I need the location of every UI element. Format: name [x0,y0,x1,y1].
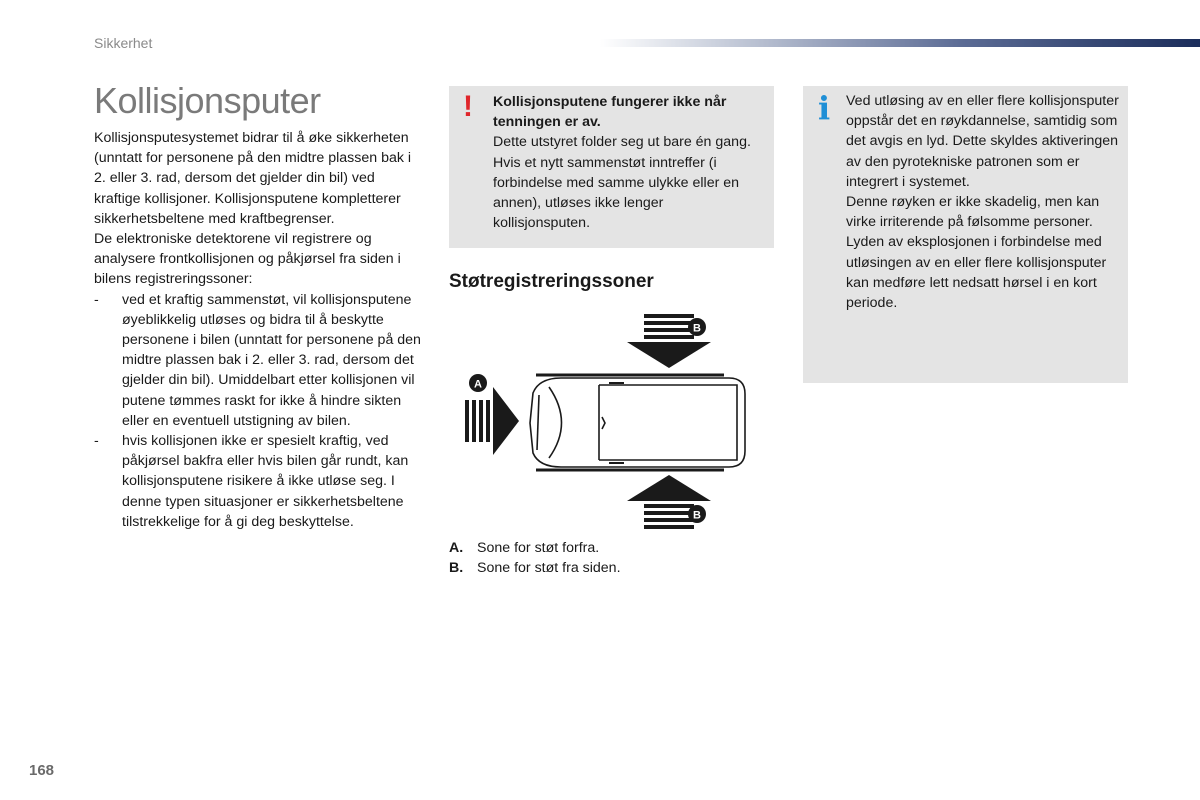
legend-text: Sone for støt forfra. [477,540,600,556]
legend-key: A. [449,540,464,556]
intro-paragraph-2: De elektroniske detektorene vil registrere og analysere frontkollisjonen og påkjørsel fra siden i bilens registreringssoner: [94,231,401,288]
page-title: Kollisjonsputer [94,80,321,121]
van-top-view [530,378,745,467]
bullet-item-weak-impact [94,431,424,532]
bullet-text: hvis kollisjonen ikke er spesielt kraftig, ved påkjørsel bakfra eller hvis bilen går rundt, kan kollisjonsputene risikere å ikke utløse seg. I denne typen situasjoner er sikkerhetsbeltene tilstrekkelige for å gi deg beskyttelse. [122,433,409,530]
header-gradient-bar [600,39,1200,47]
warning-body: Dette utstyret folder seg ut bare én gang. Hvis et nytt sammenstøt inntreffer (i forbindelse med samme ulykke eller en annen), utløses ikke lenger kollisjonsputen. [493,134,751,232]
info-paragraph-3: Lyden av eksplosjonen i forbindelse med utløsingen av en eller flere kollisjonsputer kan medføre lett nedsatt hørsel i en kort periode. [846,234,1107,312]
zone-b-label: B [693,509,701,522]
info-icon: i [818,89,831,127]
zone-a-marker [469,374,487,392]
legend-row-a [449,538,774,558]
info-paragraph-2: Denne røyken er ikke skadelig, men kan virke irriterende på følsomme personer. [846,194,1100,231]
bullet-dash: - [94,433,99,450]
zone-b-label: B [693,322,701,335]
info-paragraph-1: Ved utløsing av en eller flere kollisjonsputer oppstår det en røykdannelse, samtidig som det avgis en lyd. Dette skyldes aktiveringen av den pyrotekniske patronen som er integrert i systemet. [846,93,1119,190]
info-text [846,91,1126,313]
detection-bullet-list [94,290,424,532]
legend-text: Sone for støt fra siden. [477,560,621,577]
zones-heading: Støtregistreringssoner [449,271,654,292]
warning-title: Kollisjonsputene fungerer ikke når tenningen er av. [493,94,727,131]
section-label: Sikkerhet [94,35,153,51]
legend-row-b [449,558,774,578]
zone-b-marker-bottom [688,505,706,523]
page-number: 168 [29,762,55,779]
warning-exclamation-icon: ! [463,90,473,123]
info-box [803,86,1128,383]
intro-paragraph-1: Kollisjonsputesystemet bidrar til å øke sikkerheten (unntatt for personene på den midtre plassen bak i 2. eller 3. rad, dersom det gjelder din bil) ved kraftige kollisjoner. Kollisjonsputene kompletterer sikkerhetsbeltene med kraftbegrenser. [94,130,412,227]
zone-b-marker-top [688,318,706,336]
bullet-text: ved et kraftig sammenstøt, vil kollisjonsputene øyeblikkelig utløses og bidra til å beskytte personene i bilen (unntatt for personene på den midtre plassen bak i 2. eller 3. rad, dersom det gjelder din bil). Umiddelbart etter kollisjonen vil putene tømmes raskt for ikke å hindre sikten eller en eventuell utstigning av bilen. [122,291,421,429]
zones-legend [449,538,774,578]
bullet-dash: - [94,291,99,308]
legend-key: B. [449,560,464,577]
zone-a-label: A [474,378,482,391]
bullet-item-strong-impact [94,290,424,431]
intro-column [94,128,424,532]
front-impact-arrow [465,387,519,455]
impact-zones-diagram [449,305,774,533]
warning-box [449,86,774,248]
warning-text [493,92,763,233]
